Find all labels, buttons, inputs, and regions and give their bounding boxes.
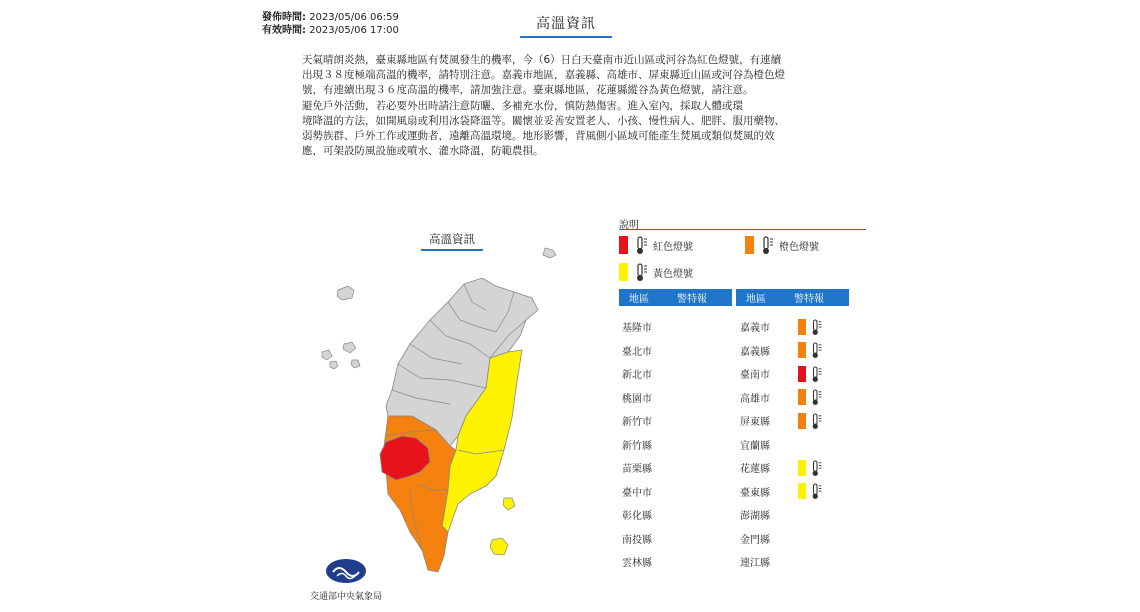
col-region-left: 地區 [629, 294, 649, 305]
valid-value: 2023/05/06 17:00 [309, 25, 399, 36]
penghu-island-1 [322, 350, 332, 360]
region-name: 澎湖縣 [740, 511, 770, 523]
thermometer-icon [810, 388, 824, 406]
table-row [622, 433, 680, 457]
yellow-swatch [619, 263, 628, 281]
issued-row [262, 11, 399, 24]
valid-label: 有效時間: [262, 25, 306, 36]
table-row [622, 386, 680, 410]
red-swatch [619, 236, 628, 254]
warning-indicator [798, 412, 824, 430]
kinmen-island [337, 286, 354, 300]
table-left [622, 315, 680, 574]
table-row [622, 409, 680, 433]
table-row [622, 480, 680, 504]
warning-indicator [798, 365, 824, 383]
table-header-right [736, 289, 849, 306]
table-row [740, 503, 824, 527]
region-name: 嘉義市 [740, 323, 770, 335]
thermometer-icon [760, 235, 776, 255]
table-row [622, 550, 680, 574]
cwb-logo-icon [325, 558, 367, 584]
thermometer-icon [810, 318, 824, 336]
legend-item-orange [745, 235, 819, 255]
green-island [503, 498, 515, 510]
warning-indicator [798, 318, 824, 336]
penghu-island-2 [330, 361, 338, 369]
region-name: 南投縣 [622, 534, 652, 546]
region-name: 苗栗縣 [622, 464, 652, 476]
region-name: 金門縣 [740, 534, 770, 546]
warning-indicator [798, 388, 824, 406]
region-name: 臺北市 [622, 346, 652, 358]
region-name: 桃園市 [622, 393, 652, 405]
col-region-right: 地區 [746, 294, 766, 305]
table-row [740, 550, 824, 574]
thermometer-icon [810, 482, 824, 500]
table-row [622, 339, 680, 363]
warning-indicator [798, 482, 824, 500]
thermometer-icon [634, 235, 650, 255]
table-header-left [619, 289, 732, 306]
orange-swatch [745, 236, 754, 254]
legend-item-yellow [619, 262, 693, 282]
table-row [622, 315, 680, 339]
advisory-text: 天氣晴朗炎熱，臺東縣地區有焚風發生的機率，今（6）日白天臺南市近山區或河谷為紅色燈號，有連續 出現３８度極端高溫的機率，請特別注意。嘉義市地區，嘉義縣、高雄市、屏東縣近山區或河谷為橙色燈 號，有連續出現３６度高溫的機率，請加強注意。臺東縣地區，花蓮縣縱谷為黃色燈號，請注意。 避免戶外活動，若必要外出時請注意防曬、多補充水份，慎防熱傷害。進入室內，採取人體或環 境降溫的方法，如開風扇或利用冰袋降溫等。關懷並妥善安置老人、小孩、慢性病人、肥胖、服用藥物、 弱勢族群、戶外工作或運動者，遠離高溫環境。地形影響，背風側小區域可能產生焚風或類似焚風的效 應，可架設防風設施或噴水、灌水降溫，防範農損。 [302, 54, 785, 158]
warning-swatch [798, 366, 806, 382]
region-name: 臺東縣 [740, 487, 770, 499]
region-name: 新北市 [622, 370, 652, 382]
issue-meta [262, 11, 399, 37]
page-title: 高溫資訊 [520, 13, 612, 38]
thermometer-icon [810, 341, 824, 359]
table-row [740, 433, 824, 457]
thermometer-icon [810, 365, 824, 383]
penghu-island-3 [343, 342, 356, 353]
legend-label-yellow: 黃色燈號 [653, 268, 693, 280]
table-row [740, 480, 824, 504]
col-warning-left: 警特報 [677, 294, 707, 305]
warning-indicator [798, 459, 824, 477]
region-name: 屏東縣 [740, 417, 770, 429]
legend-label-red: 紅色燈號 [653, 241, 693, 253]
table-row [740, 339, 824, 363]
region-name: 臺南市 [740, 370, 770, 382]
issued-label: 發佈時間: [262, 12, 306, 23]
table-row [740, 409, 824, 433]
region-name: 連江縣 [740, 558, 770, 570]
region-name: 彰化縣 [622, 511, 652, 523]
warning-swatch [798, 460, 806, 476]
region-name: 宜蘭縣 [740, 440, 770, 452]
region-name: 新竹縣 [622, 440, 652, 452]
region-name: 臺中市 [622, 487, 652, 499]
legend-divider [619, 229, 866, 230]
table-row [740, 456, 824, 480]
table-row [622, 503, 680, 527]
col-warning-right: 警特報 [794, 294, 824, 305]
issued-value: 2023/05/06 06:59 [309, 12, 399, 23]
thermometer-icon [634, 262, 650, 282]
legend-title: 說明 [619, 220, 639, 231]
legend-item-red [619, 235, 693, 255]
table-right [740, 315, 824, 574]
warning-swatch [798, 389, 806, 405]
warning-swatch [798, 413, 806, 429]
region-name: 雲林縣 [622, 558, 652, 570]
warning-indicator [798, 341, 824, 359]
table-row [740, 386, 824, 410]
orchid-island [490, 538, 508, 555]
map-title: 高溫資訊 [421, 231, 483, 251]
region-name: 嘉義縣 [740, 346, 770, 358]
table-row [740, 527, 824, 551]
region-name: 花蓮縣 [740, 464, 770, 476]
region-name: 高雄市 [740, 393, 770, 405]
table-row [622, 456, 680, 480]
warning-swatch [798, 342, 806, 358]
table-row [622, 362, 680, 386]
region-name: 新竹市 [622, 417, 652, 429]
taiwan-map [300, 240, 580, 580]
cwb-logo-text: 交通部中央氣象局 [309, 592, 382, 602]
table-row [622, 527, 680, 551]
warning-swatch [798, 483, 806, 499]
table-row [740, 362, 824, 386]
region-name: 基隆市 [622, 323, 652, 335]
penghu-island-4 [351, 360, 360, 368]
table-row [740, 315, 824, 339]
valid-row [262, 24, 399, 37]
matsu-island [543, 248, 556, 258]
legend-label-orange: 橙色燈號 [779, 241, 819, 253]
warning-swatch [798, 319, 806, 335]
thermometer-icon [810, 459, 824, 477]
thermometer-icon [810, 412, 824, 430]
